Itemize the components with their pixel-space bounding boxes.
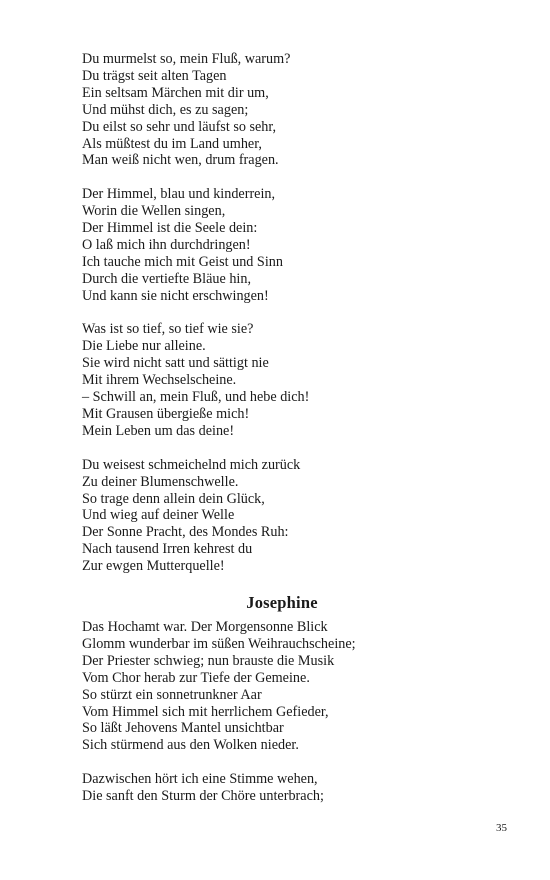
poem-line: So läßt Jehovens Mantel unsichtbar: [82, 720, 284, 737]
poem-title-container: [82, 593, 482, 613]
poem-line: So stürzt ein sonnetrunkner Aar: [82, 686, 262, 703]
poem-line: O laß mich ihn durchdringen!: [82, 236, 251, 253]
poem-line: Und wieg auf deiner Welle: [82, 507, 235, 524]
poem-line: Zu deiner Blumenschwelle.: [82, 473, 239, 490]
poem-line: Sie wird nicht satt und sättigt nie: [82, 355, 269, 372]
poem-line: Dazwischen hört ich eine Stimme wehen,: [82, 771, 318, 788]
poem1-stanza-3: [82, 321, 502, 439]
page-content: [82, 51, 502, 805]
poem-line: Ein seltsam Märchen mit dir um,: [82, 84, 269, 101]
stanza-gap: [82, 754, 502, 771]
poem-line: Der Himmel ist die Seele dein:: [82, 220, 258, 237]
poem-line: Vom Chor herab zur Tiefe der Gemeine.: [82, 669, 310, 686]
stanza-gap: [82, 169, 502, 186]
poem-line: Du eilst so sehr und läufst so sehr,: [82, 118, 277, 135]
poem-line: Du trägst seit alten Tagen: [82, 67, 227, 84]
poem-line: Ich tauche mich mit Geist und Sinn: [82, 253, 283, 270]
poem2-stanza-1: [82, 619, 502, 754]
poem-line: Du murmelst so, mein Fluß, warum?: [82, 51, 291, 67]
poem-line: Mit ihrem Wechselscheine.: [82, 372, 237, 389]
poem-line: Der Priester schwieg; nun brauste die Musik: [82, 652, 335, 669]
page-number: 35: [496, 822, 507, 834]
poem-line: Was ist so tief, so tief wie sie?: [82, 321, 254, 338]
poem1-stanza-1: [82, 51, 502, 169]
poem-line: Du weisest schmeichelnd mich zurück: [82, 456, 301, 473]
poem-line: Und kann sie nicht erschwingen!: [82, 287, 269, 304]
poem-line: So trage denn allein dein Glück,: [82, 490, 265, 507]
poem-line: Der Sonne Pracht, des Mondes Ruh:: [82, 524, 289, 541]
poem-line: Durch die vertiefte Bläue hin,: [82, 270, 252, 287]
poem-line: Sich stürmend aus den Wolken nieder.: [82, 737, 299, 754]
poem-line: Die Liebe nur alleine.: [82, 338, 206, 355]
poem1-stanza-2: [82, 186, 502, 304]
poem1-stanza-4: [82, 457, 502, 575]
poem-line: Worin die Wellen singen,: [82, 203, 226, 220]
poem-line: – Schwill an, mein Fluß, und hebe dich!: [82, 389, 310, 406]
poem-line: Als müßtest du im Land umher,: [82, 135, 262, 152]
poem-line: Der Himmel, blau und kinderrein,: [82, 186, 276, 203]
poem-line: Mein Leben um das deine!: [82, 422, 235, 439]
poem2-stanza-2: [82, 771, 502, 805]
stanza-gap: [82, 440, 502, 457]
poem-line: Das Hochamt war. Der Morgensonne Blick: [82, 619, 328, 636]
poem-line: Zur ewgen Mutterquelle!: [82, 558, 225, 575]
poem-line: Vom Himmel sich mit herrlichem Gefieder,: [82, 703, 329, 720]
poem-title: Josephine: [246, 593, 318, 613]
poem-line: Glomm wunderbar im süßen Weihrauchscheine;: [82, 635, 356, 652]
poem-line: Nach tausend Irren kehrest du: [82, 541, 253, 558]
poem-line: Mit Grausen übergieße mich!: [82, 406, 250, 422]
poem-line: Und mühst dich, es zu sagen;: [82, 101, 249, 118]
poem-line: Man weiß nicht wen, drum fragen.: [82, 152, 279, 169]
poem-line: Die sanft den Sturm der Chöre unterbrach;: [82, 788, 324, 805]
stanza-gap: [82, 305, 502, 322]
